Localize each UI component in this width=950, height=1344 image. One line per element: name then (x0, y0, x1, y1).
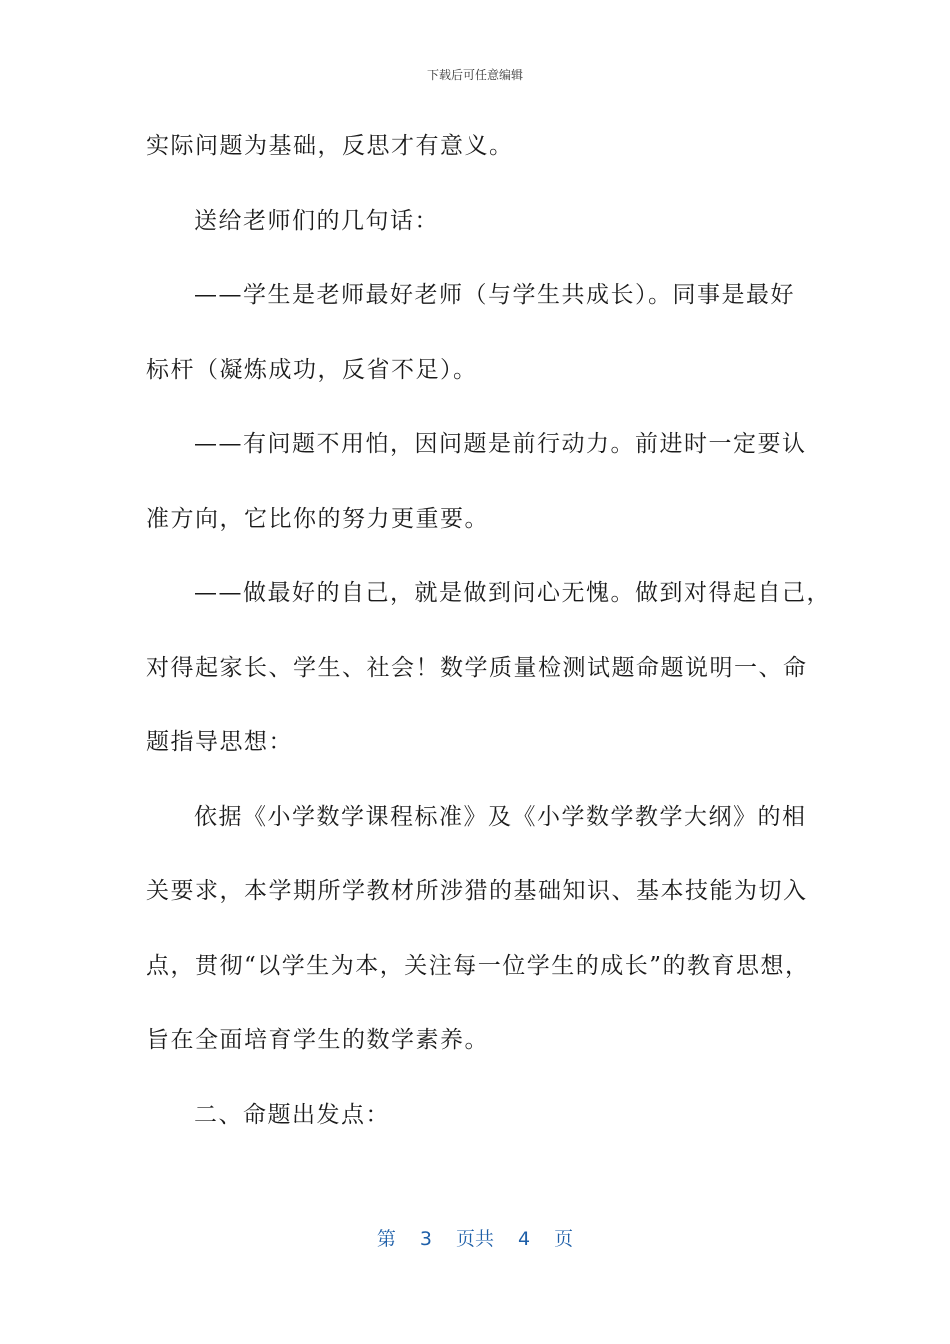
footer-prefix: 第 (376, 1228, 396, 1250)
document-body (146, 124, 831, 1167)
page-footer (0, 1224, 950, 1251)
header-note: 下载后可任意编辑 (426, 68, 523, 82)
paragraph-line: 对得起家长、学生、社会！数学质量检测试题命题说明一、命 (146, 654, 808, 681)
paragraph-line: 标杆（凝炼成功，反省不足）。 (146, 356, 478, 383)
paragraph-line: 点，贯彻“以学生为本，关注每一位学生的成长”的教育思想， (146, 952, 810, 979)
paragraph-line: 实际问题为基础，反思才有意义。 (146, 133, 514, 159)
footer-suffix: 页 (554, 1228, 574, 1250)
paragraph-line: 题指导思想： (146, 729, 293, 755)
paragraph-line: ——做最好的自己，就是做到问心无愧。做到对得起自己， (194, 580, 831, 606)
paragraph-line: 二、命题出发点： (194, 1101, 390, 1128)
footer-current-page: 3 (419, 1228, 432, 1250)
paragraph-line: 旨在全面培育学生的数学素养。 (146, 1027, 489, 1053)
paragraph-line: ——学生是老师最好老师（与学生共成长）。同事是最好 (194, 282, 795, 308)
footer-total-pages: 4 (518, 1228, 531, 1250)
paragraph-line: 送给老师们的几句话： (194, 207, 439, 234)
paragraph-line: 关要求，本学期所学教材所涉猎的基础知识、基本技能为切入 (146, 878, 808, 904)
paragraph-line: ——有问题不用怕，因问题是前行动力。前进时一定要认 (194, 431, 807, 457)
paragraph-line: 依据《小学数学课程标准》及《小学数学教学大纲》的相 (194, 803, 807, 830)
paragraph-line: 准方向，它比你的努力更重要。 (146, 505, 489, 532)
footer-middle: 页共 (455, 1228, 494, 1250)
